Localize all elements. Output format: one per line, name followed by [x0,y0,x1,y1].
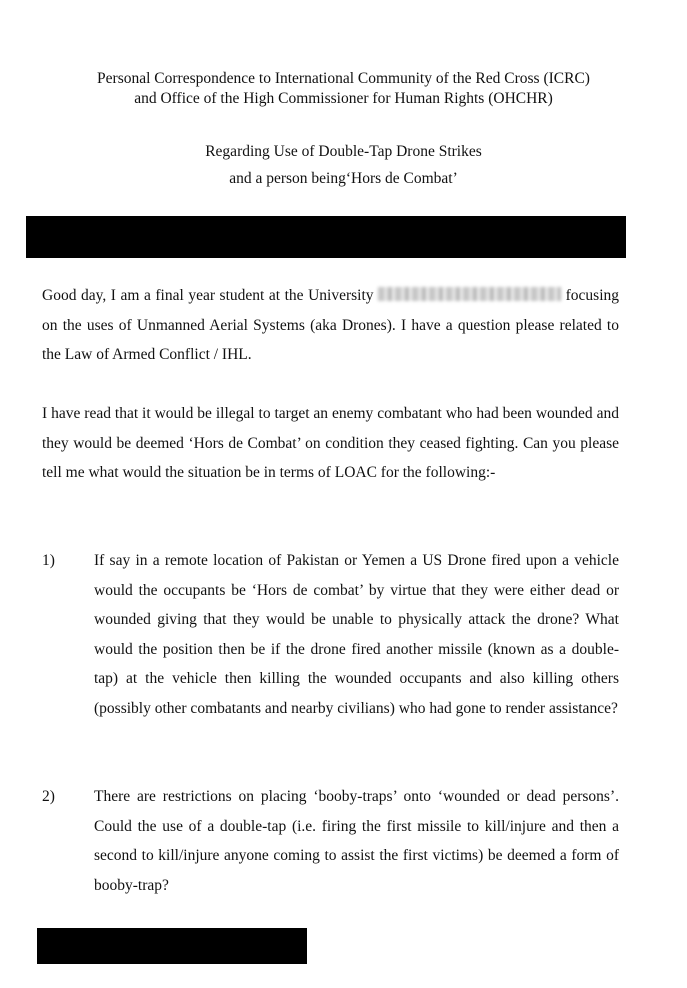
header-line-2: and Office of the High Commissioner for Human Rights (OHCHR) [134,90,553,107]
intro-text-end: focusing on the uses of Unmanned Aerial Systems (aka Drones). I have a question please related to the Law of Armed Conflict / IHL. [42,287,620,364]
item-number: 1) [42,552,55,569]
redaction-bar-top [26,216,626,258]
intro-text-start: Good day, I am a final year student at the University [42,287,379,304]
question-item-1 [42,546,619,724]
blurred-university-name [378,287,561,301]
letter-subject [0,138,687,192]
question-paragraph: I have read that it would be illegal to target an enemy combatant who had been wounded and they would be deemed ‘Hors de Combat’ on condition they ceased fighting. Can you please tell me what would the situation be in terms of LOAC for the following:- [42,405,619,482]
item-text: There are restrictions on placing ‘booby-traps’ onto ‘wounded or dead persons’. Could the use of a double-tap (i.e. firing the first missile to kill/injure and then a second to kill/injure anyone coming to assist the first victims) be deemed a form of booby-trap? [94,788,619,894]
redaction-bar-bottom [37,928,307,964]
item-text: If say in a remote location of Pakistan or Yemen a US Drone fired upon a vehicle would the occupants be ‘Hors de combat’ by virtue that they were either dead or wounded giving that they would be unable to physically attack the drone? What would the position then be if the drone fired another missile (known as a double-tap) at the vehicle then killing the wounded occupants and also killing others (possibly other combatants and nearby civilians) who had gone to render assistance? [94,552,619,717]
item-number: 2) [42,788,55,805]
subject-line-2: and a person being‘Hors de Combat’ [229,170,458,187]
intro-paragraph [42,281,619,370]
letter-header [0,69,687,109]
subject-line-1: Regarding Use of Double-Tap Drone Strikes [205,143,482,160]
question-item-2 [42,782,619,900]
header-line-1: Personal Correspondence to International Community of the Red Cross (ICRC) [97,70,590,87]
